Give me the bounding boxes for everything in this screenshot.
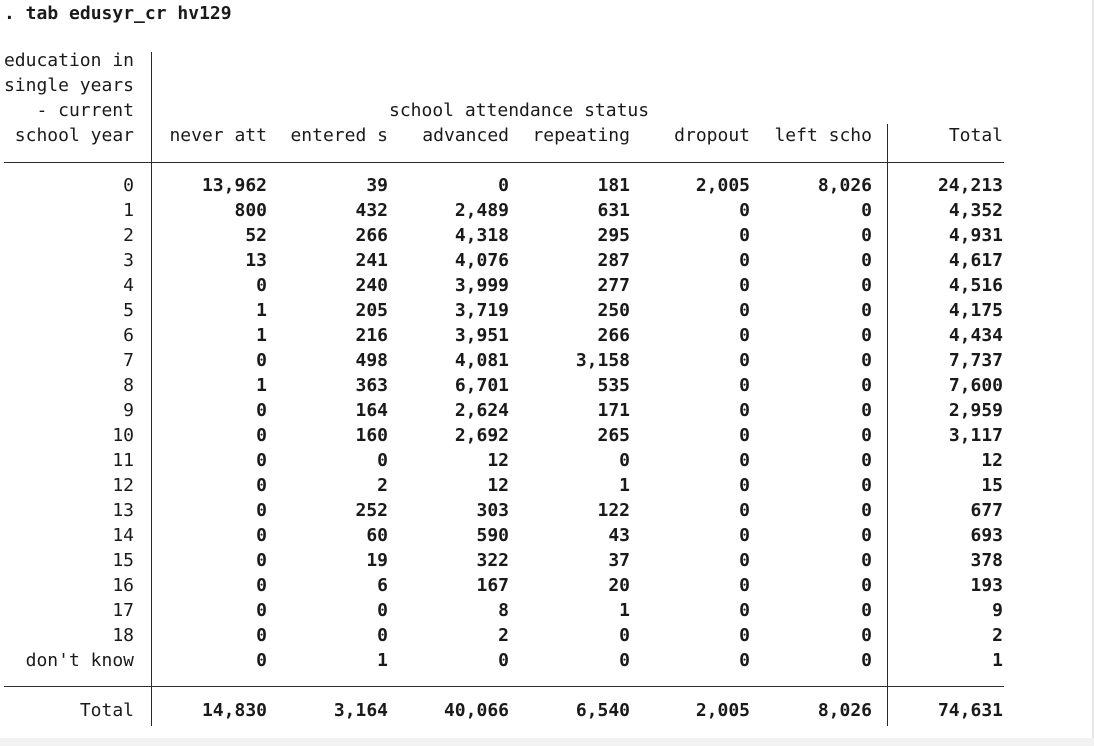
- table-cell: 0: [498, 175, 509, 196]
- table-cell: 0: [377, 450, 388, 471]
- table-cell: 8,026: [817, 175, 872, 196]
- table-cell: 0: [739, 400, 750, 421]
- table-cell: 0: [861, 275, 872, 296]
- table-cell: 0: [861, 525, 872, 546]
- window-bottom-strip: [0, 738, 1094, 746]
- table-cell: 0: [256, 650, 267, 671]
- table-cell: 0: [861, 250, 872, 271]
- table-cell: 12: [487, 475, 509, 496]
- table-cell: 0: [861, 225, 872, 246]
- row-label: 16: [112, 575, 134, 596]
- table-cell: 2: [498, 625, 509, 646]
- table-cell: 0: [619, 650, 630, 671]
- table-cell: 6: [377, 575, 388, 596]
- row-label: 0: [123, 175, 134, 196]
- table-cell: 1: [992, 650, 1003, 671]
- total-cell: 8,026: [817, 700, 872, 721]
- column-header: never att: [169, 125, 267, 146]
- table-cell: 193: [970, 575, 1003, 596]
- table-cell: 0: [861, 325, 872, 346]
- table-cell: 277: [597, 275, 630, 296]
- table-cell: 7,600: [948, 375, 1003, 396]
- table-cell: 0: [861, 450, 872, 471]
- table-cell: 0: [256, 575, 267, 596]
- table-cell: 39: [366, 175, 388, 196]
- table-cell: 363: [355, 375, 388, 396]
- table-cell: 0: [739, 525, 750, 546]
- table-cell: 13: [245, 250, 267, 271]
- table-cell: 60: [366, 525, 388, 546]
- total-row-label: Total: [79, 700, 134, 721]
- table-cell: 8: [498, 600, 509, 621]
- col-var-label: school attendance status: [389, 100, 650, 121]
- table-cell: 1: [256, 325, 267, 346]
- table-cell: 37: [608, 550, 630, 571]
- row-label: 7: [123, 350, 134, 371]
- column-header: left scho: [774, 125, 872, 146]
- row-label: 8: [123, 375, 134, 396]
- table-cell: 0: [739, 425, 750, 446]
- table-cell: 7,737: [948, 350, 1003, 371]
- row-label: 9: [123, 400, 134, 421]
- table-cell: 3,999: [454, 275, 509, 296]
- column-header: advanced: [422, 125, 509, 146]
- table-cell: 2,489: [454, 200, 509, 221]
- header-separator-line: [4, 162, 1004, 163]
- table-cell: 2,692: [454, 425, 509, 446]
- row-label: 17: [112, 600, 134, 621]
- row-label: 3: [123, 250, 134, 271]
- table-cell: 0: [256, 550, 267, 571]
- row-label: 6: [123, 325, 134, 346]
- table-cell: 0: [861, 200, 872, 221]
- table-cell: 0: [377, 600, 388, 621]
- table-cell: 0: [739, 550, 750, 571]
- table-cell: 4,931: [948, 225, 1003, 246]
- table-cell: 0: [377, 625, 388, 646]
- table-cell: 2,624: [454, 400, 509, 421]
- table-cell: 43: [608, 525, 630, 546]
- table-cell: 0: [256, 525, 267, 546]
- table-cell: 0: [861, 500, 872, 521]
- table-cell: 0: [256, 350, 267, 371]
- row-var-label-line: school year: [14, 125, 134, 146]
- table-cell: 252: [355, 500, 388, 521]
- table-cell: 3,719: [454, 300, 509, 321]
- table-cell: 4,175: [948, 300, 1003, 321]
- table-cell: 266: [597, 325, 630, 346]
- table-cell: 378: [970, 550, 1003, 571]
- column-header: Total: [948, 125, 1003, 146]
- table-cell: 1: [619, 475, 630, 496]
- table-cell: 0: [739, 325, 750, 346]
- table-cell: 4,318: [454, 225, 509, 246]
- table-cell: 4,516: [948, 275, 1003, 296]
- table-cell: 535: [597, 375, 630, 396]
- command-line: . tab edusyr_cr hv129: [4, 3, 232, 24]
- table-cell: 0: [256, 275, 267, 296]
- table-cell: 250: [597, 300, 630, 321]
- column-header: repeating: [532, 125, 630, 146]
- table-cell: 0: [861, 300, 872, 321]
- table-cell: 181: [597, 175, 630, 196]
- row-label: 14: [112, 525, 134, 546]
- table-cell: 266: [355, 225, 388, 246]
- table-cell: 19: [366, 550, 388, 571]
- table-cell: 0: [739, 600, 750, 621]
- table-cell: 0: [739, 475, 750, 496]
- table-cell: 2: [377, 475, 388, 496]
- table-cell: 0: [739, 375, 750, 396]
- table-cell: 432: [355, 200, 388, 221]
- table-cell: 0: [861, 650, 872, 671]
- table-cell: 0: [739, 625, 750, 646]
- total-separator-line: [4, 686, 1004, 687]
- table-cell: 241: [355, 250, 388, 271]
- table-cell: 122: [597, 500, 630, 521]
- row-label: 5: [123, 300, 134, 321]
- table-cell: 0: [739, 650, 750, 671]
- table-cell: 0: [739, 575, 750, 596]
- table-cell: 0: [256, 625, 267, 646]
- table-cell: 693: [970, 525, 1003, 546]
- row-var-label-line: single years: [3, 75, 134, 96]
- row-label: 1: [123, 200, 134, 221]
- table-cell: 240: [355, 275, 388, 296]
- column-header: entered s: [290, 125, 388, 146]
- table-cell: 322: [476, 550, 509, 571]
- table-cell: 287: [597, 250, 630, 271]
- table-cell: 2,959: [948, 400, 1003, 421]
- table-cell: 0: [861, 475, 872, 496]
- total-cell: 2,005: [695, 700, 750, 721]
- table-cell: 15: [981, 475, 1003, 496]
- table-cell: 13,962: [201, 175, 267, 196]
- row-label: 2: [123, 225, 134, 246]
- table-cell: 20: [608, 575, 630, 596]
- column-header: dropout: [674, 125, 750, 146]
- table-cell: 0: [861, 425, 872, 446]
- table-cell: 800: [234, 200, 267, 221]
- table-cell: 4,617: [948, 250, 1003, 271]
- table-cell: 0: [739, 500, 750, 521]
- row-label: 12: [112, 475, 134, 496]
- table-cell: 0: [256, 600, 267, 621]
- table-cell: 1: [256, 300, 267, 321]
- row-label: 4: [123, 275, 134, 296]
- table-cell: 3,158: [575, 350, 630, 371]
- table-cell: 216: [355, 325, 388, 346]
- table-cell: 2,005: [695, 175, 750, 196]
- table-cell: 0: [256, 500, 267, 521]
- table-cell: 0: [739, 250, 750, 271]
- table-cell: 0: [861, 575, 872, 596]
- table-cell: 1: [256, 375, 267, 396]
- table-cell: 0: [619, 450, 630, 471]
- total-cell: 6,540: [575, 700, 630, 721]
- table-cell: 0: [861, 550, 872, 571]
- table-cell: 0: [861, 350, 872, 371]
- table-cell: 0: [861, 625, 872, 646]
- table-cell: 0: [861, 600, 872, 621]
- table-cell: 52: [245, 225, 267, 246]
- row-label: 11: [112, 450, 134, 471]
- table-cell: 3,951: [454, 325, 509, 346]
- table-cell: 3,117: [948, 425, 1003, 446]
- table-cell: 0: [739, 275, 750, 296]
- table-cell: 498: [355, 350, 388, 371]
- table-cell: 1: [619, 600, 630, 621]
- total-cell: 14,830: [201, 700, 267, 721]
- table-cell: 167: [476, 575, 509, 596]
- table-cell: 9: [992, 600, 1003, 621]
- table-cell: 4,076: [454, 250, 509, 271]
- table-cell: 0: [256, 450, 267, 471]
- table-cell: 265: [597, 425, 630, 446]
- table-cell: 0: [619, 625, 630, 646]
- table-cell: 677: [970, 500, 1003, 521]
- row-label: 13: [112, 500, 134, 521]
- table-cell: 24,213: [937, 175, 1003, 196]
- table-cell: 171: [597, 400, 630, 421]
- table-cell: 4,434: [948, 325, 1003, 346]
- table-cell: 0: [739, 200, 750, 221]
- table-cell: 1: [377, 650, 388, 671]
- table-cell: 205: [355, 300, 388, 321]
- table-cell: 164: [355, 400, 388, 421]
- table-cell: 6,701: [454, 375, 509, 396]
- row-label: 18: [112, 625, 134, 646]
- table-cell: 0: [861, 375, 872, 396]
- table-cell: 0: [739, 450, 750, 471]
- table-cell: 590: [476, 525, 509, 546]
- row-var-label-line: education in: [3, 50, 134, 71]
- table-cell: 2: [992, 625, 1003, 646]
- table-cell: 0: [861, 400, 872, 421]
- table-cell: 4,081: [454, 350, 509, 371]
- table-cell: 160: [355, 425, 388, 446]
- table-cell: 0: [739, 300, 750, 321]
- table-cell: 303: [476, 500, 509, 521]
- row-label: 15: [112, 550, 134, 571]
- table-cell: 0: [256, 400, 267, 421]
- table-cell: 0: [739, 225, 750, 246]
- row-label: don't know: [25, 650, 134, 671]
- table-cell: 0: [256, 425, 267, 446]
- total-cell: 3,164: [333, 700, 388, 721]
- row-var-label-line: - current: [36, 100, 134, 121]
- table-cell: 12: [981, 450, 1003, 471]
- row-label: 10: [112, 425, 134, 446]
- table-cell: 631: [597, 200, 630, 221]
- total-cell: 74,631: [937, 700, 1003, 721]
- total-cell: 40,066: [443, 700, 509, 721]
- table-cell: 0: [498, 650, 509, 671]
- table-cell: 4,352: [948, 200, 1003, 221]
- table-cell: 295: [597, 225, 630, 246]
- table-cell: 12: [487, 450, 509, 471]
- table-cell: 0: [739, 350, 750, 371]
- table-cell: 0: [256, 475, 267, 496]
